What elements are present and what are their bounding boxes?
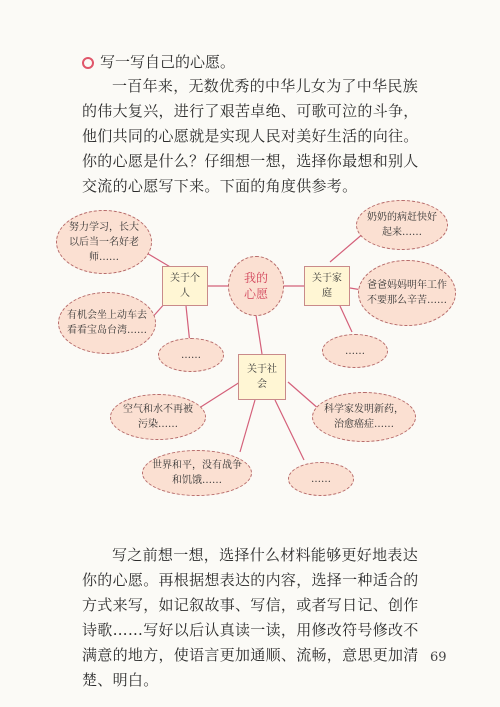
line-society-3 — [240, 400, 255, 452]
box-about-family: 关于家庭 — [304, 266, 350, 306]
bubble-family-3: …… — [322, 334, 388, 368]
line-center-society — [256, 315, 262, 354]
heading-text: 写一写自己的心愿。 — [100, 53, 236, 71]
bubble-self-3: …… — [158, 338, 224, 372]
line-society-2 — [288, 382, 320, 410]
line-society-4 — [275, 400, 304, 460]
bubble-self-1: 努力学习，长大以后当一名好老师…… — [56, 210, 152, 274]
bubble-self-2: 有机会坐上动车去看看宝岛台湾…… — [58, 292, 156, 354]
closing-paragraph: 写之前想一想，选择什么材料能够更好地表达你的心愿。再根据想表达的内容，选择一种适合的方式来写，如记叙故事、写信，或者写日记、创作诗歌……写好以后认真读一读，用修改符号修改不满意的地方，使语言更加通顺、流畅，意思更加清楚、明白。 — [82, 546, 419, 689]
line-society-1 — [196, 382, 240, 410]
line-family-1 — [330, 232, 365, 262]
bubble-society-4: …… — [288, 462, 354, 496]
center-wish-bubble: 我的心愿 — [228, 256, 284, 316]
intro-paragraph: 一百年来，无数优秀的中华儿女为了中华民族的伟大复兴，进行了艰苦卓绝、可歌可泣的斗争，他们共同的心愿就是实现人民对美好生活的向往。你的心愿是什么？仔细想一想，选择你最想和别人交流的心愿写下来。下面的角度供参考。 — [82, 77, 419, 195]
bubble-society-2: 科学家发明新药，治愈癌症…… — [312, 392, 416, 442]
bubble-society-3: 世界和平，没有战争和饥饿…… — [142, 450, 252, 496]
bubble-society-1: 空气和水不再被污染…… — [110, 394, 206, 440]
bubble-family-2: 爸爸妈妈明年工作不要那么辛苦…… — [358, 260, 456, 326]
box-about-society: 关于社会 — [238, 354, 286, 400]
box-about-self: 关于个人 — [162, 266, 208, 306]
page-number: 69 — [430, 650, 447, 665]
bubble-family-1: 奶奶的病赶快好起来…… — [356, 200, 448, 250]
line-family-3 — [340, 306, 352, 332]
